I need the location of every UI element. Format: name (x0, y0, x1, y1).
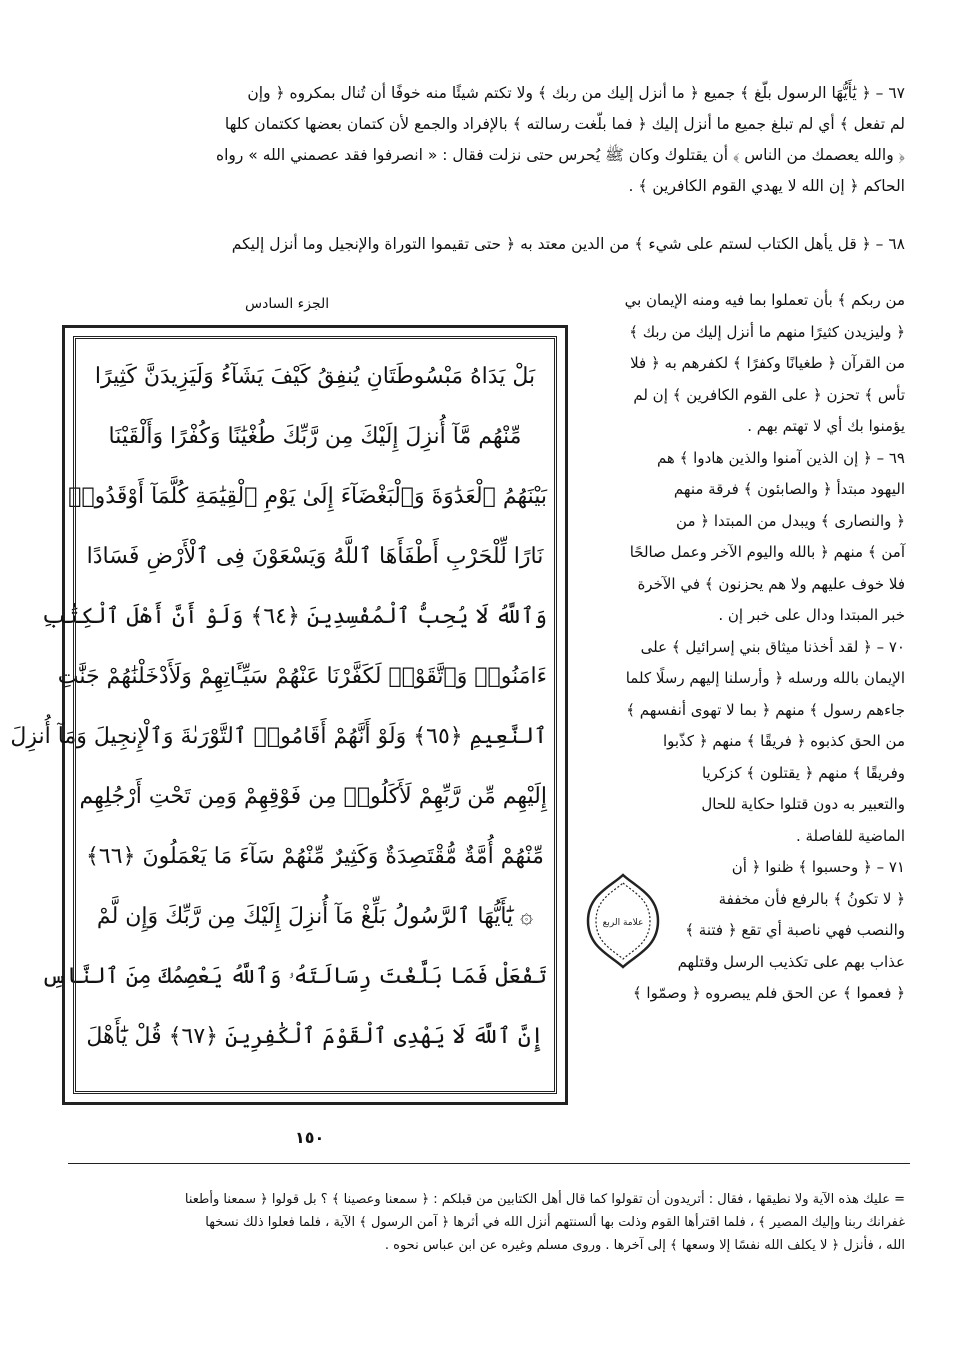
commentary-line: ٦٨ – ﴿ قل يأهل الكتاب لستم على شيء ﴾ من الدين معتد به ﴿ حتى تقيموا التوراة والإنجيل وما أنزل إليكم (231, 235, 905, 253)
commentary-line: خبر المبتدا ودال على خبر إن . (718, 606, 905, 624)
commentary-line: عذاب بهم على تكذيب الرسل وقتلهم (677, 952, 905, 971)
commentary-line: الماضية للفاصلة . (795, 826, 905, 845)
commentary-line: جاءهم رسول ﴾ منهم ﴿ بما لا تهوى أنفسهم ﴾ (626, 700, 905, 719)
quran-line: ۞ يَٰٓأَيُّهَا ٱلرَّسُولُ بَلِّغْ مَآ أُنزِلَ إِلَيْكَ مِن رَّبِّكَ وَإِن لَّمْ (96, 904, 534, 929)
commentary-line: الإيمان بالله ورسله ﴿ وأرسلنا إليهم رسلًا كلما (625, 669, 905, 687)
medallion-text: علامة الربع (602, 918, 644, 928)
commentary-line: تأس ﴾ تحزن ﴿ على القوم الكافرين ﴾ إن لم (633, 385, 905, 404)
commentary-line: والنصب فهي ناصبة أي تقع ﴿ فتنة ﴾ (685, 921, 905, 939)
commentary-line: ﴿ فعموا ﴾ عن الحق فلم يبصروه ﴿ وصمّوا ﴾ (632, 984, 905, 1002)
quran-line: مِّنْهُمْ أُمَّةٌ مُّقْتَصِدَةٌ وَكَثِيرٌ مِّنْهُمْ سَآءَ مَا يَعْمَلُونَ ﴿٦٦﴾ (86, 844, 544, 869)
commentary-line: اليهود مبتدأ ﴿ والصابئون ﴾ فرقة منهم (673, 480, 905, 498)
juz-header: الجزء السادس (245, 296, 330, 312)
quran-line: إِلَيْهِم مِّن رَّبِّهِمْ لَأَكَلُوا۟ مِن فَوْقِهِمْ وَمِن تَحْتِ أَرْجُلِهِم (79, 784, 547, 809)
commentary-line: من القرآن ﴿ طغيانًا وكفرًا ﴾ لكفرهم به ﴿ فلا (630, 354, 905, 372)
commentary-line: ﴿ والله يعصمك من الناس ﴾ أن يقتلوك وكان ﷺ يُحرس حتى نزلت فقال : « انصرفوا فقد عصمني الله » رواه (215, 146, 905, 164)
commentary-line: من ربكم ﴾ بأن تعملوا بما فيه ومنه الإيمان بي (624, 291, 905, 309)
quran-line: وَٱللَّهُ لَا يُحِبُّ ٱلْمُفْسِدِينَ ﴿٦٤﴾ وَلَوْ أَنَّ أَهْلَ ٱلْكِتَٰبِ (42, 604, 547, 629)
commentary-line: والتعبير به دون قتلوا حكاية للحال (701, 795, 905, 813)
commentary-line: الحاكم ﴿ إن الله لا يهدي القوم الكافرين ﴾ . (628, 177, 905, 195)
footnote-line: غفرانك ربنا وإليك المصير ﴾ ، فلما اقترأها القوم وذلت بها ألسنتهم أنزل الله في أثرها ﴿ آمن الرسول ﴾ الآية ، فلما فعلوا ذلك نسخها (205, 1215, 905, 1230)
commentary-line: آمن ﴾ منهم ﴿ بالله واليوم الآخر وعمل صالحًا (629, 543, 905, 561)
commentary-line: ﴿ والنصارى ﴾ ويبدل من المبتدا ﴿ من (676, 511, 905, 530)
commentary-line: لم تفعل ﴾ أي لم تبلغ جميع ما أنزل إليك ﴿ فما بلّغت رسالته ﴾ بالإفراد والجمع لأن كتمان بعضها ككتمان كلها (224, 115, 905, 133)
quran-line: مِّنْهُم مَّآ أُنزِلَ إِلَيْكَ مِن رَّبِّكَ طُغْيَٰنًا وَكُفْرًا وَأَلْقَيْنَا (108, 424, 522, 449)
commentary-line: ٦٧ – ﴿ يَٰأَيُّهَا الرسول بلّغ ﴾ جميع ﴿ ما أنزل إليك من ربك ﴾ ولا تكتم شيئًا منه خوفًا أن تُنال بمكروه ﴿ وإن (247, 84, 905, 102)
quran-text-box (10, 325, 568, 1105)
quran-line: ءَامَنُوا۟ وَٱتَّقَوْا۟ لَكَفَّرْنَا عَنْهُمْ سَيِّـَٔاتِهِمْ وَلَأَدْخَلْنَٰهُمْ جَنَّٰتِ (57, 664, 547, 689)
commentary-line: من الحق كذبوه ﴿ فريقًا ﴾ منهم ﴿ كذّبوا (662, 732, 905, 750)
commentary-line: يؤمنوا بك أي لا تهتم بهم . (747, 417, 905, 435)
commentary-line: وفريقًا ﴾ منهم ﴿ يقتلون ﴾ كزكريا (701, 763, 905, 782)
quran-line: تَفْعَلْ فَمَا بَلَّغْتَ رِسَالَتَهُۥ وَٱللَّهُ يَعْصِمُكَ مِنَ ٱلنَّاسِ (41, 964, 547, 989)
quran-line: نَارًا لِّلْحَرْبِ أَطْفَأَهَا ٱللَّهُ وَيَسْعَوْنَ فِى ٱلْأَرْضِ فَسَادًا (86, 544, 544, 569)
quran-line: إِنَّ ٱللَّهَ لَا يَهْدِى ٱلْقَوْمَ ٱلْكَٰفِرِينَ ﴿٦٧﴾ قُلْ يَٰٓأَهْلَ (86, 1024, 544, 1049)
page-number: ١٥٠ (295, 1128, 325, 1147)
quran-line: ٱلنَّعِيمِ ﴿٦٥﴾ وَلَوْ أَنَّهُمْ أَقَامُوا۟ ٱلتَّوْرَىٰةَ وَٱلْإِنجِيلَ وَمَآ أُنزِلَ (10, 724, 547, 749)
commentary-line: ٧١ – ﴿ وحسبوا ﴾ ظنوا ﴿ أن (731, 858, 905, 876)
quran-line: بَيْنَهُمُ ٱلْعَدَٰوَةَ وَٱلْبَغْضَآءَ إِلَىٰ يَوْمِ ٱلْقِيَٰمَةِ كُلَّمَآ أَوْقَدُوا۟ (68, 484, 547, 509)
commentary-line: ﴿ وليزيدن كثيرًا منهم ما أنزل إليك من ربك ﴾ (629, 322, 905, 341)
footnote-line: الله ، فأنزل ﴿ لا يكلف الله نفسًا إلا وسعها ﴾ إلى آخرها . وروى مسلم وغيره عن ابن عباس نحوه . (384, 1238, 905, 1253)
quran-line: بَلْ يَدَاهُ مَبْسُوطَتَانِ يُنفِقُ كَيْفَ يَشَآءُ وَلَيَزِيدَنَّ كَثِيرًا (94, 364, 536, 389)
commentary-line: ﴿ لا تكونُ ﴾ بالرفع فأن مخففة (718, 889, 905, 908)
commentary-line: ٧٠ – ﴿ لقد أخذنا ميثاق بني إسرائيل ﴾ على (640, 637, 905, 656)
commentary-line: فلا خوف عليهم ولا هم يحزنون ﴾ في الآخرة (637, 574, 905, 593)
footnote-line: = عليك هذه الآية ولا نطيقها ، فقال : أتريدون أن تقولوا كما قال أهل الكتابين من قبلكم : ﴿ سمعنا وعصينا ﴾ ؟ بل قولوا ﴿ سمعنا وأطعنا (184, 1192, 905, 1207)
commentary-line: ٦٩ – ﴿ إن الذين آمنوا والذين هادوا ﴾ هم (656, 448, 905, 467)
footnote-divider (68, 1163, 910, 1164)
rub-medallion-icon (584, 873, 662, 969)
